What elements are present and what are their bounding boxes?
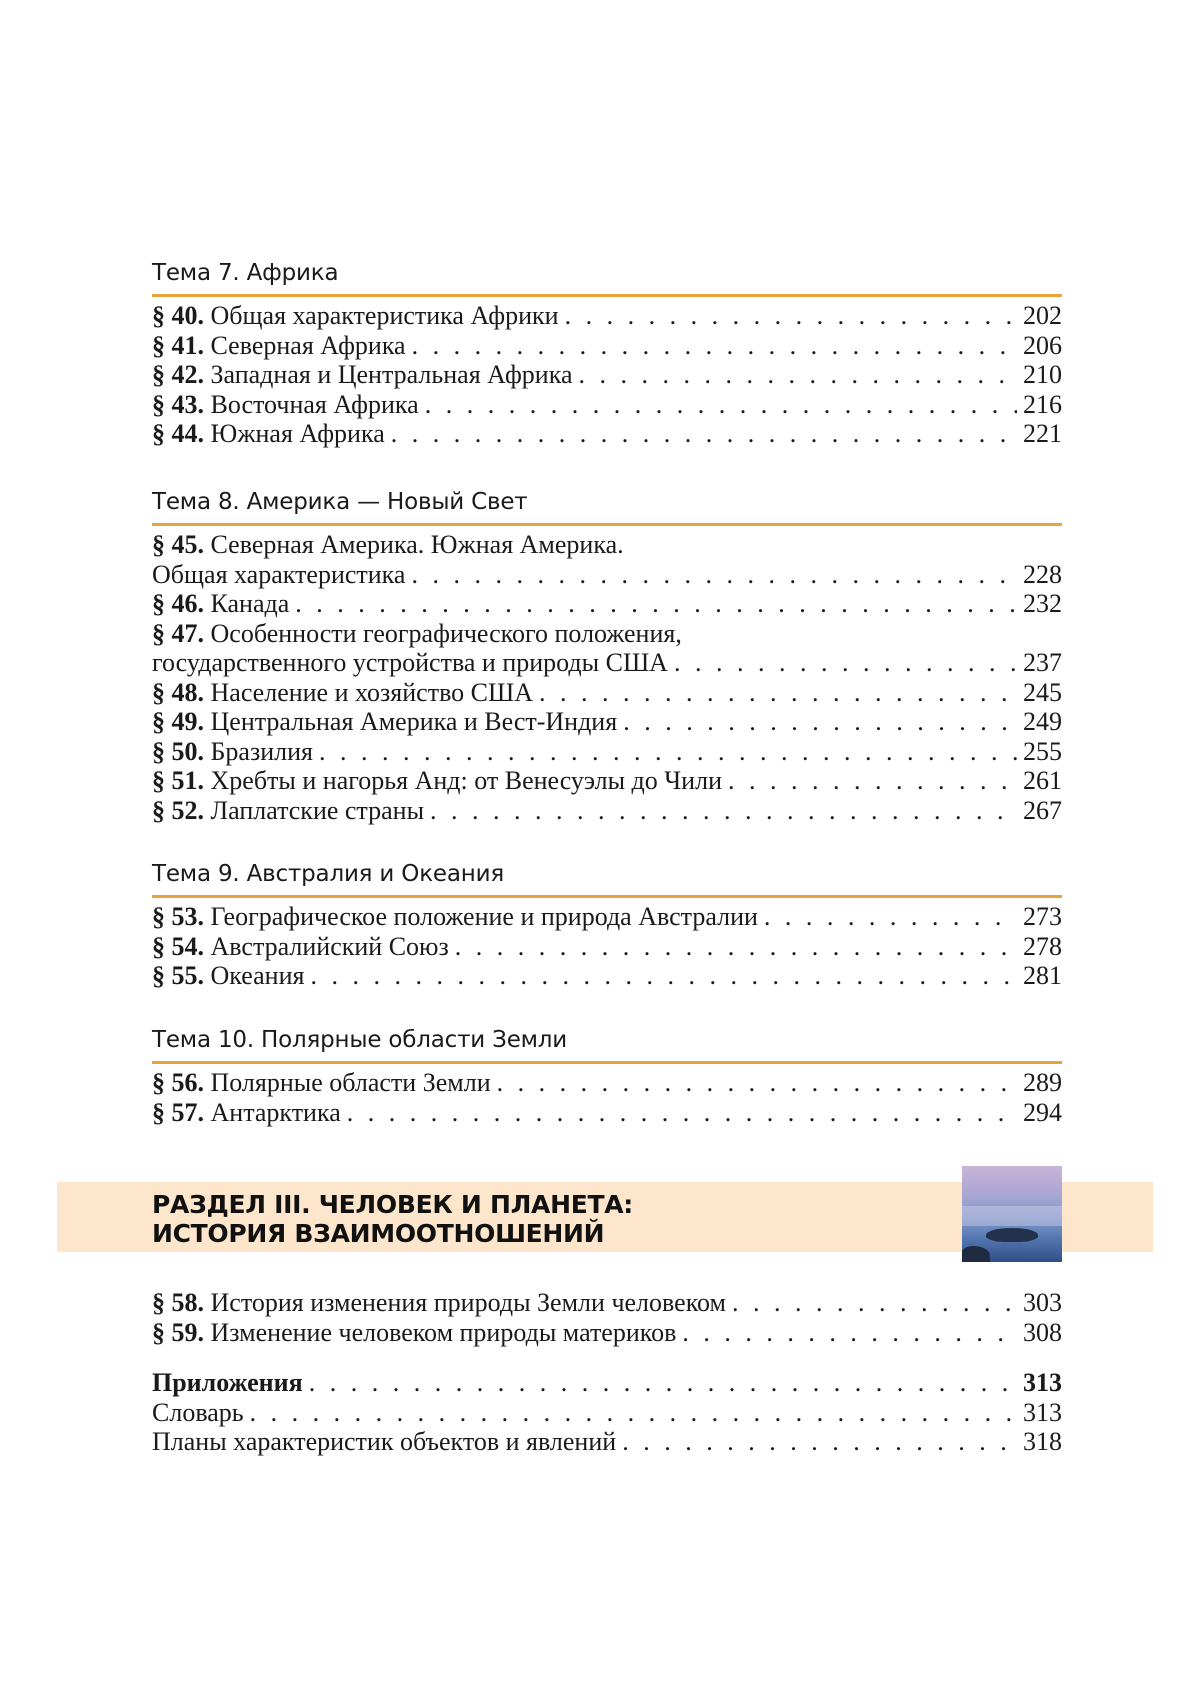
toc-entry[interactable] xyxy=(152,530,1062,589)
page-number: 232 xyxy=(1023,589,1062,618)
page-number: 289 xyxy=(1023,1068,1062,1097)
entry-title: Южная Африка xyxy=(210,419,385,448)
page-number: 261 xyxy=(1023,766,1062,795)
toc-entry[interactable] xyxy=(152,766,1062,796)
dot-leader xyxy=(412,331,1017,361)
dot-leader xyxy=(578,360,1017,390)
dot-leader xyxy=(565,301,1017,331)
entry-title: Общая характеристика Африки xyxy=(210,301,559,330)
entry-title: Восточная Африка xyxy=(210,389,419,419)
page-number: 228 xyxy=(1023,559,1062,589)
dot-leader xyxy=(682,1318,1017,1348)
entry-title: Планы характеристик объектов и явлений xyxy=(152,1427,617,1456)
sea-landscape-photo xyxy=(962,1166,1062,1262)
dot-leader xyxy=(347,1098,1017,1128)
entry-title: Хребты и нагорья Анд: от Венесуэлы до Чили xyxy=(210,766,722,795)
page-number: 308 xyxy=(1023,1317,1062,1347)
page-number: 267 xyxy=(1023,795,1062,825)
topic-title: Тема 7. Африка xyxy=(152,258,1062,297)
toc-entry-glossary[interactable] xyxy=(152,1398,1062,1428)
toc-entry[interactable] xyxy=(152,1098,1062,1128)
toc-entry[interactable] xyxy=(152,419,1062,449)
toc-entry[interactable] xyxy=(152,678,1062,708)
toc-entry-plans[interactable] xyxy=(152,1427,1062,1457)
entry-title: Западная и Центральная Африка xyxy=(210,360,573,389)
dot-leader xyxy=(674,648,1017,678)
page-number: 237 xyxy=(1023,648,1062,677)
toc-entry[interactable] xyxy=(152,390,1062,420)
topic-10 xyxy=(152,1025,1062,1127)
dot-leader xyxy=(391,419,1017,449)
page-number: 278 xyxy=(1023,931,1062,961)
paragraph-number: § 41. xyxy=(152,330,204,360)
entry-title: Северная Африка xyxy=(210,330,406,360)
dot-leader xyxy=(425,390,1017,420)
page-number: 206 xyxy=(1023,330,1062,360)
paragraph-number: § 48. xyxy=(152,677,204,707)
entry-title: Океания xyxy=(210,961,305,990)
dot-leader xyxy=(728,766,1017,796)
entry-list xyxy=(152,1368,1062,1457)
paragraph-number: § 57. xyxy=(152,1097,204,1127)
toc-entry[interactable] xyxy=(152,1068,1062,1098)
dot-leader xyxy=(455,932,1017,962)
entry-list xyxy=(152,902,1062,991)
dot-leader xyxy=(319,737,1017,767)
topic-8 xyxy=(152,487,1062,825)
entry-title: Приложения xyxy=(152,1368,303,1397)
entry-title-continued: Общая характеристика xyxy=(152,559,406,589)
paragraph-number: § 47. xyxy=(152,618,204,648)
dot-leader xyxy=(764,902,1017,932)
toc-entry-appendix[interactable] xyxy=(152,1368,1062,1398)
paragraph-number: § 42. xyxy=(152,360,204,389)
toc-entry[interactable] xyxy=(152,589,1062,619)
paragraph-number: § 51. xyxy=(152,766,204,795)
paragraph-number: § 45. xyxy=(152,530,204,559)
topic-title: Тема 10. Полярные области Земли xyxy=(152,1025,1062,1064)
section-title xyxy=(152,1190,912,1248)
paragraph-number: § 53. xyxy=(152,902,204,931)
dot-leader xyxy=(310,961,1017,991)
dot-leader xyxy=(497,1068,1017,1098)
toc-entry[interactable] xyxy=(152,1318,1062,1348)
paragraph-number: § 50. xyxy=(152,736,204,766)
entry-list xyxy=(152,1288,1062,1347)
entry-title-continued: государственного устройства и природы США xyxy=(152,648,668,677)
entry-list xyxy=(152,301,1062,449)
dot-leader xyxy=(539,678,1017,708)
dot-leader xyxy=(309,1368,1017,1398)
toc-entry[interactable] xyxy=(152,331,1062,361)
paragraph-number: § 55. xyxy=(152,961,204,990)
paragraph-number: § 56. xyxy=(152,1068,204,1097)
dot-leader xyxy=(623,707,1017,737)
paragraph-number: § 44. xyxy=(152,419,204,448)
toc-entry[interactable] xyxy=(152,707,1062,737)
entry-title: Словарь xyxy=(152,1397,244,1427)
topic-7 xyxy=(152,258,1062,449)
section-title-line-2: ИСТОРИЯ ВЗАИМООТНОШЕНИЙ xyxy=(152,1219,605,1248)
paragraph-number: § 52. xyxy=(152,795,204,825)
page-number: 281 xyxy=(1023,961,1062,990)
entry-title: Канада xyxy=(210,589,290,618)
entry-title: Австралийский Союз xyxy=(210,931,449,961)
page-number: 294 xyxy=(1023,1097,1062,1127)
entry-title: Полярные области Земли xyxy=(210,1068,491,1097)
topic-9 xyxy=(152,859,1062,991)
toc-entry[interactable] xyxy=(152,737,1062,767)
page-number: 210 xyxy=(1023,360,1062,389)
toc-entry[interactable] xyxy=(152,1288,1062,1318)
paragraph-number: § 43. xyxy=(152,389,204,419)
page-number: 273 xyxy=(1023,902,1062,931)
paragraph-number: § 49. xyxy=(152,707,204,736)
entry-title: Бразилия xyxy=(210,736,314,766)
paragraph-number: § 54. xyxy=(152,931,204,961)
entry-title: Географическое положение и природа Австралии xyxy=(210,902,758,931)
entry-title: Изменение человеком природы материков xyxy=(210,1317,677,1347)
section-entries xyxy=(152,1288,1062,1347)
toc-entry[interactable] xyxy=(152,619,1062,678)
page-number: 313 xyxy=(1023,1368,1062,1397)
toc-entry[interactable] xyxy=(152,902,1062,932)
page-number: 245 xyxy=(1023,677,1062,707)
page-number: 255 xyxy=(1023,736,1062,766)
entry-title: Население и хозяйство США xyxy=(210,677,534,707)
paragraph-number: § 58. xyxy=(152,1288,204,1317)
page-number: 202 xyxy=(1023,301,1062,330)
page-number: 221 xyxy=(1023,419,1062,448)
paragraph-number: § 40. xyxy=(152,301,204,330)
entry-title: Особенности географического положения, xyxy=(210,618,682,648)
entry-title: Центральная Америка и Вест-Индия xyxy=(210,707,618,736)
toc-entry[interactable] xyxy=(152,932,1062,962)
dot-leader xyxy=(430,796,1017,826)
toc-entry[interactable] xyxy=(152,301,1062,331)
section-title-line-1: РАЗДЕЛ III. ЧЕЛОВЕК И ПЛАНЕТА: xyxy=(152,1190,633,1219)
entry-title: Лаплатские страны xyxy=(210,795,425,825)
dot-leader xyxy=(295,589,1017,619)
paragraph-number: § 59. xyxy=(152,1317,204,1347)
toc-entry[interactable] xyxy=(152,796,1062,826)
appendix xyxy=(152,1368,1062,1457)
page-number: 216 xyxy=(1023,389,1062,419)
entry-list xyxy=(152,530,1062,825)
dot-leader xyxy=(411,560,1017,590)
entry-title: Северная Америка. Южная Америка. xyxy=(210,530,624,559)
page-number: 303 xyxy=(1023,1288,1062,1317)
dot-leader xyxy=(250,1398,1017,1428)
page-number: 313 xyxy=(1023,1397,1062,1427)
entry-title: История изменения природы Земли человеком xyxy=(210,1288,726,1317)
topic-title: Тема 8. Америка — Новый Свет xyxy=(152,487,1062,526)
entry-title: Антарктика xyxy=(210,1097,341,1127)
toc-entry[interactable] xyxy=(152,360,1062,390)
dot-leader xyxy=(622,1427,1017,1457)
paragraph-number: § 46. xyxy=(152,589,204,618)
entry-list xyxy=(152,1068,1062,1127)
toc-entry[interactable] xyxy=(152,961,1062,991)
topic-title: Тема 9. Австралия и Океания xyxy=(152,859,1062,898)
page-number: 249 xyxy=(1023,707,1062,736)
dot-leader xyxy=(732,1288,1017,1318)
page-number: 318 xyxy=(1023,1427,1062,1456)
